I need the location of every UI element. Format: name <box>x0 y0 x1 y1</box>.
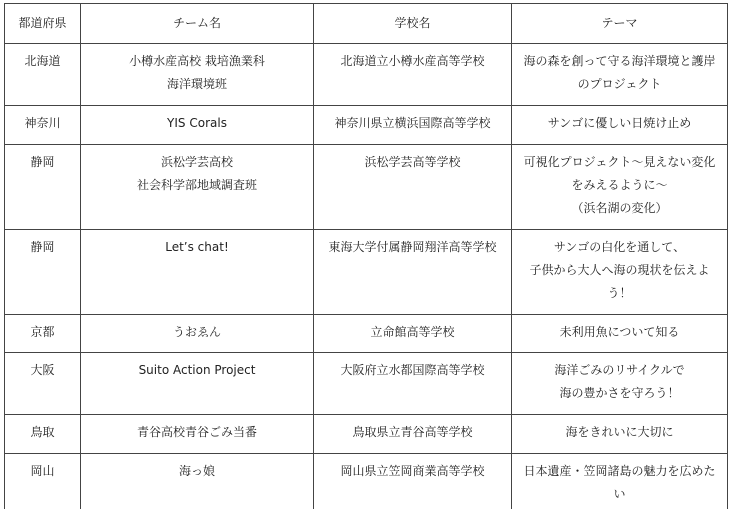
theme-cell: 海洋ごみのリサイクルで 海の豊かさを守ろう！ <box>512 353 728 415</box>
theme-cell: 日本遺産・笠岡諸島の魅力を広めた い <box>512 454 728 509</box>
team-cell: 小樽水産高校 栽培漁業科 海洋環境班 <box>81 44 314 106</box>
header-team-name: チーム名 <box>81 4 314 44</box>
table-row <box>5 454 728 509</box>
team-cell: 青谷高校青谷ごみ当番 <box>81 415 314 454</box>
school-cell: 立命館高等学校 <box>314 315 512 353</box>
team-cell: YIS Corals <box>81 106 314 145</box>
prefecture-cell: 京都 <box>5 315 81 353</box>
team-cell: 浜松学芸高校 社会科学部地域調査班 <box>81 145 314 230</box>
school-cell: 神奈川県立横浜国際高等学校 <box>314 106 512 145</box>
header-prefecture: 都道府県 <box>5 4 81 44</box>
table-row <box>5 353 728 415</box>
team-cell: うおゑん <box>81 315 314 353</box>
theme-cell: サンゴの白化を通して、 子供から大人へ海の現状を伝えよ う！ <box>512 230 728 315</box>
table-row <box>5 315 728 353</box>
theme-cell: 海の森を創って守る海洋環境と護岸 のプロジェクト <box>512 44 728 106</box>
theme-cell: 未利用魚について知る <box>512 315 728 353</box>
team-cell: Suito Action Project <box>81 353 314 415</box>
header-theme: テーマ <box>512 4 728 44</box>
prefecture-cell: 静岡 <box>5 230 81 315</box>
table-row <box>5 145 728 230</box>
prefecture-cell: 岡山 <box>5 454 81 509</box>
school-cell: 東海大学付属静岡翔洋高等学校 <box>314 230 512 315</box>
school-cell: 鳥取県立青谷高等学校 <box>314 415 512 454</box>
school-cell: 北海道立小樽水産高等学校 <box>314 44 512 106</box>
school-cell: 浜松学芸高等学校 <box>314 145 512 230</box>
team-cell: Let’s chat! <box>81 230 314 315</box>
theme-cell: 可視化プロジェクト～見えない変化 をみえるように～ （浜名湖の変化） <box>512 145 728 230</box>
table-row <box>5 106 728 145</box>
table-row <box>5 230 728 315</box>
team-cell: 海っ娘 <box>81 454 314 509</box>
prefecture-cell: 静岡 <box>5 145 81 230</box>
prefecture-cell: 神奈川 <box>5 106 81 145</box>
theme-cell: 海をきれいに大切に <box>512 415 728 454</box>
prefecture-cell: 北海道 <box>5 44 81 106</box>
prefecture-cell: 大阪 <box>5 353 81 415</box>
theme-cell: サンゴに優しい日焼け止め <box>512 106 728 145</box>
prefecture-cell: 鳥取 <box>5 415 81 454</box>
team-table <box>4 3 728 509</box>
header-school-name: 学校名 <box>314 4 512 44</box>
table-row <box>5 415 728 454</box>
school-cell: 岡山県立笠岡商業高等学校 <box>314 454 512 509</box>
school-cell: 大阪府立水都国際高等学校 <box>314 353 512 415</box>
table-header-row <box>5 4 728 44</box>
table-row <box>5 44 728 106</box>
